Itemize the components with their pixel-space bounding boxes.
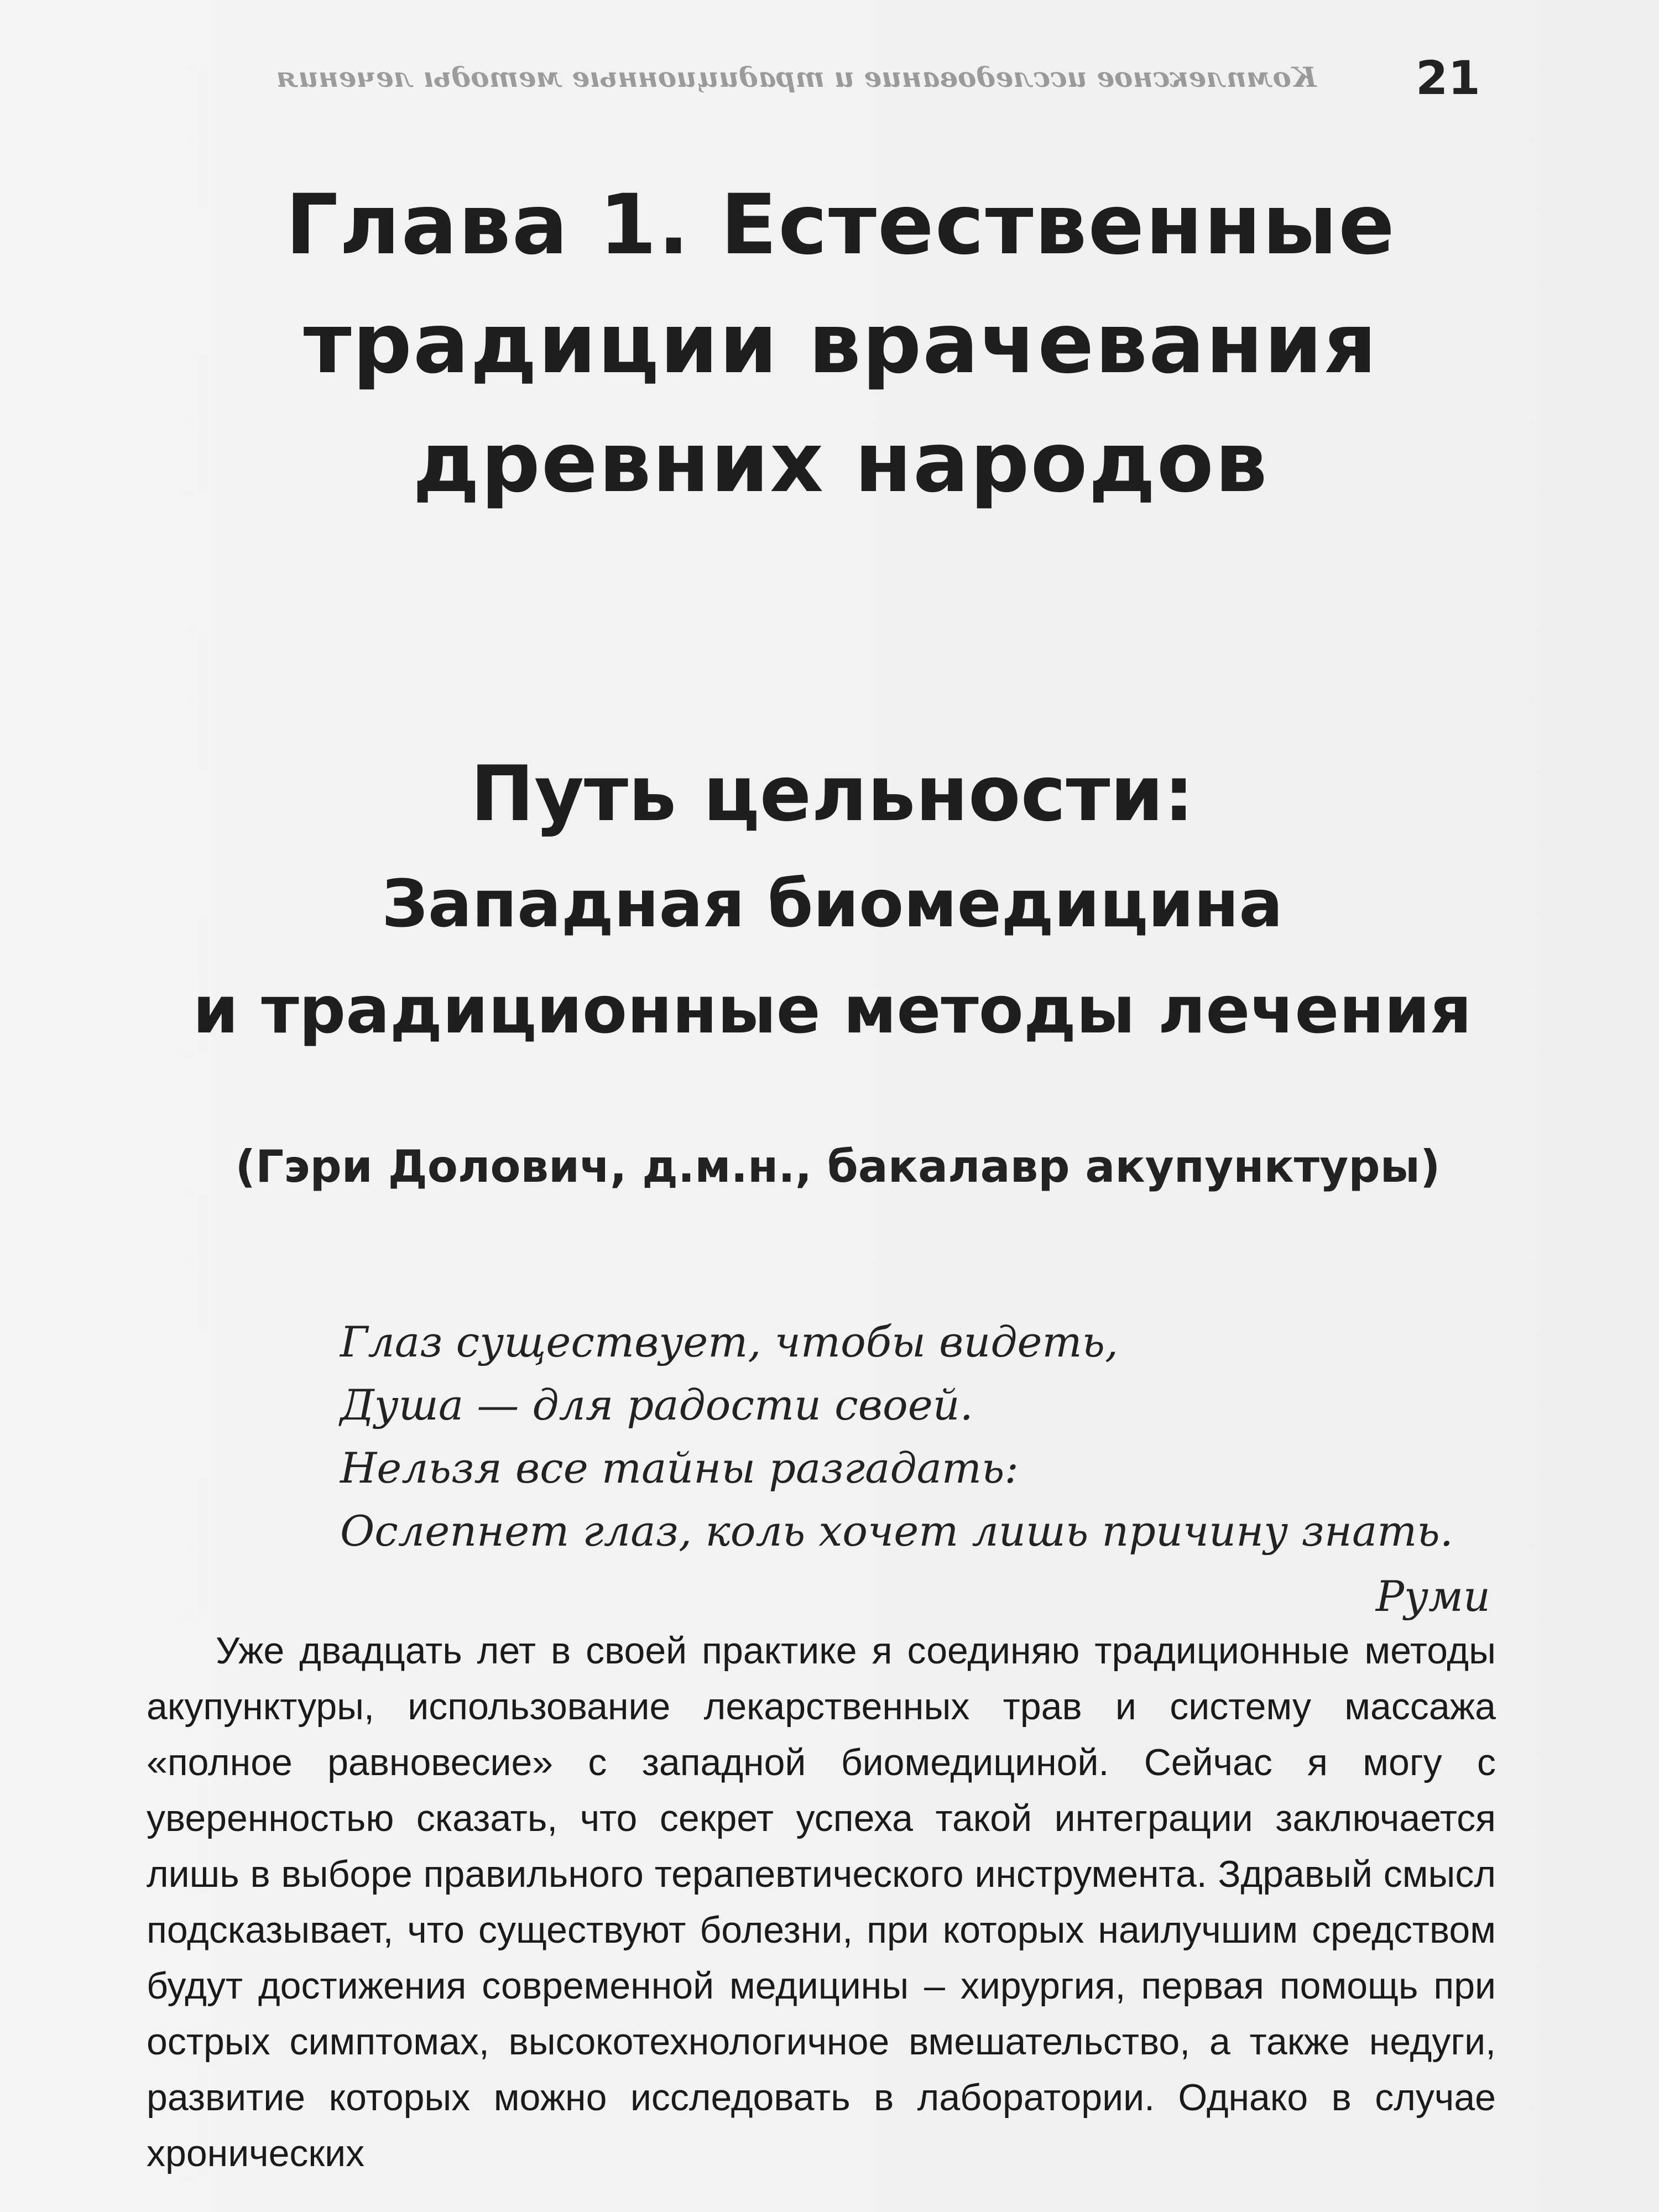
section-title [138,741,1526,1063]
epigraph-line: Душа — для радости своей. [340,1380,973,1430]
section-title-line-3: и традиционные методы лечения [192,972,1472,1048]
running-head: Комплексное исследование и традиционные методы лечения [276,61,1317,93]
body-paragraph: Уже двадцать лет в своей практике я соединяю традиционные методы акупунктуры, использование лекарственных трав и систему массажа «полное равновесие» с западной биомедициной. Сейчас я могу с уверенностью сказать, что секрет успеха такой интеграции заключается лишь в выборе правильного терапевтического инструмента. Здравый смысл подсказывает, что существуют болезни, при которых наилучшим средством будут достижения современной медицины – хирургия, первая помощь при острых симптомах, высокотехнологичное вмешательство, а также недуги, развитие которых можно исследовать в лаборатории. Однако в случае хронических [147,1630,1496,2174]
section-title-line-2: Западная биомедицина [382,865,1283,942]
page-number: 21 [1416,51,1480,105]
epigraph-attribution: Руми [1375,1572,1490,1621]
epigraph [340,1311,1490,1628]
epigraph-line: Глаз существует, чтобы видеть, [340,1317,1119,1366]
epigraph-line: Нельзя все тайны разгадать: [340,1443,1019,1493]
chapter-title: Глава 1. Естественные традиции врачевания древних народов [285,177,1396,511]
author-line: (Гэри Долович, д.м.н., бакалавр акупунктуры) [235,1141,1441,1192]
epigraph-line: Ослепнет глаз, коль хочет лишь причину знать. [340,1506,1453,1556]
section-title-line-1: Путь цельности: [470,749,1194,838]
